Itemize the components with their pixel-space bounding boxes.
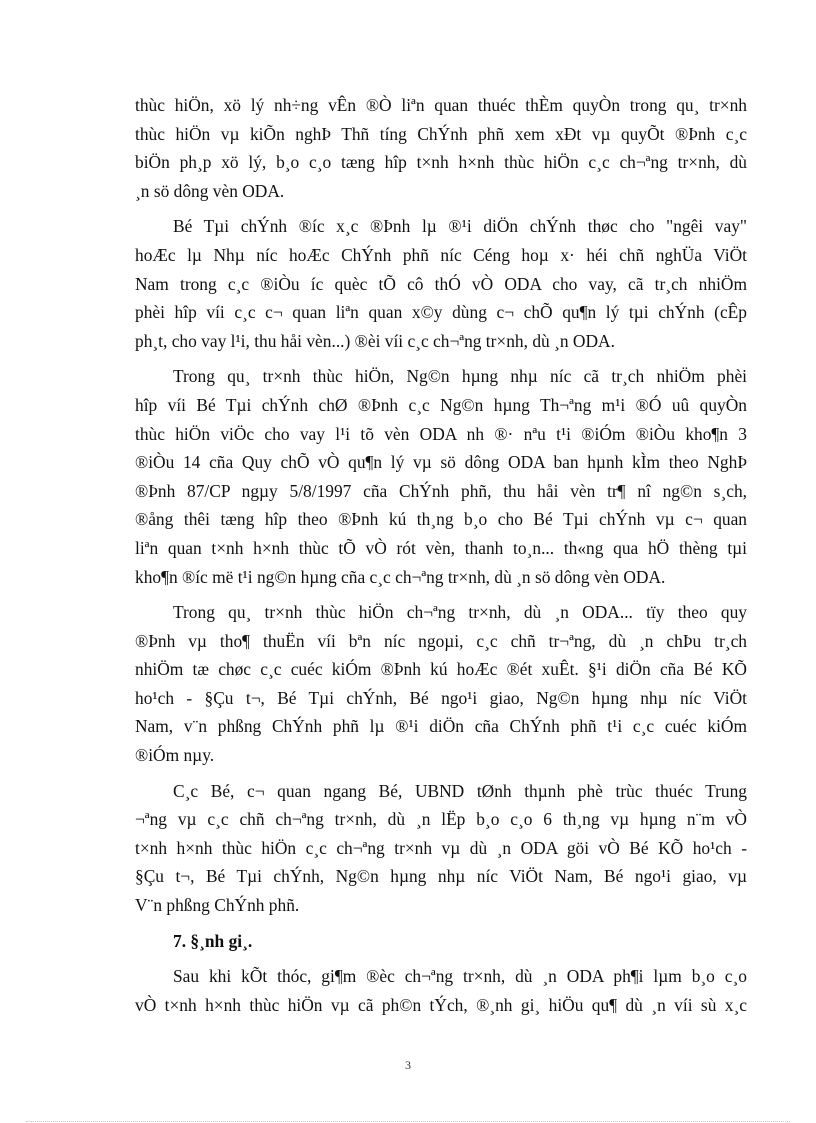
text-line: V¨n phßng ChÝnh phñ.: [135, 895, 300, 916]
text-line: hîp víi Bé Tµi chÝnh chØ ®Þnh c¸c Ng©n hµng Th¬ªng m¹i ®Ó uû quyÒn: [135, 394, 747, 415]
text-line: Trong qu¸ tr×nh thùc hiÖn ch¬ªng tr×nh, dù ¸n ODA... tïy theo quy: [173, 602, 747, 623]
text-line: ¸n sö dông vèn ODA.: [135, 180, 285, 201]
page-number: 3: [405, 1058, 411, 1072]
paragraph-evaluation: [135, 962, 747, 1019]
text-line: thùc hiÖn, xö lý nh÷ng vÊn ®Ò liªn quan thuéc thÈm quyÒn trong qu¸ tr×nh: [135, 95, 747, 115]
document-body: [135, 91, 747, 1026]
text-line: t×nh h×nh thùc hiÖn c¸c ch¬ªng tr×nh vµ dù ¸n ODA göi vÒ Bé KÕ ho¹ch -: [135, 837, 747, 858]
text-line: Sau khi kÕt thóc, gi¶m ®èc ch¬ªng tr×nh, dù ¸n ODA ph¶i lµm b¸o c¸o: [173, 966, 747, 987]
text-line: ph¸t, cho vay l¹i, thu håi vèn...) ®èi víi c¸c ch¬ªng tr×nh, dù ¸n ODA.: [135, 330, 615, 351]
text-line: thùc hiÖn vµ kiÕn nghÞ Thñ tíng ChÝnh phñ xem xÐt vµ quyÕt ®Þnh c¸c: [135, 123, 747, 144]
paragraph-ministry-finance: [135, 212, 747, 355]
text-line: ®ång thêi tæng hîp theo ®Þnh kú th¸ng b¸o cho Bé Tµi chÝnh vµ c¬ quan: [135, 509, 747, 530]
text-line: kho¶n ®íc më t¹i ng©n hµng cña c¸c ch¬ªng tr×nh, dù ¸n sö dông vèn ODA.: [135, 566, 666, 587]
text-line: phèi hîp víi c¸c c¬ quan liªn quan x©y dùng c¬ chÕ qu¶n lý tµi chÝnh (cÊp: [135, 302, 747, 323]
text-line: liªn quan t×nh h×nh thùc tÕ vÒ rót vèn, thanh to¸n... th«ng qua hÖ thèng tµi: [135, 537, 747, 558]
text-line: Nam trong c¸c ®iÒu íc quèc tÕ cô thÓ vÒ ODA cho vay, cã tr¸ch nhiÖm: [135, 273, 747, 294]
paragraph-inspection: [135, 598, 747, 770]
paragraph-continuation: [135, 91, 747, 205]
text-line: ®iÓm nµy.: [135, 745, 215, 766]
text-line: hoÆc lµ Nhµ níc hoÆc ChÝnh phñ níc Céng hoµ x· héi chñ nghÜa ViÖt: [135, 244, 747, 265]
text-line: Trong qu¸ tr×nh thùc hiÖn, Ng©n hµng nhµ níc cã tr¸ch nhiÖm phèi: [173, 366, 747, 387]
footer-divider: [26, 1121, 790, 1122]
text-line: ®iÒu 14 cña Quy chÕ vÒ qu¶n lý vµ sö dông ODA ban hµnh kÌm theo NghÞ: [135, 452, 747, 473]
paragraph-reporting: [135, 777, 747, 920]
section-heading: 7. §¸nh gi¸.: [173, 930, 253, 951]
text-line: nhiÖm tæ chøc c¸c cuéc kiÓm ®Þnh kú hoÆc ®ét xuÊt. §¹i diÖn cña Bé KÕ: [135, 659, 747, 680]
text-line: Nam, v¨n phßng ChÝnh phñ lµ ®¹i diÖn cña ChÝnh phñ t¹i c¸c cuéc kiÓm: [135, 716, 747, 737]
paragraph-state-bank: [135, 362, 747, 591]
text-line: §Çu t¬, Bé Tµi chÝnh, Ng©n hµng nhµ níc ViÖt Nam, Bé ngo¹i giao, vµ: [135, 866, 747, 887]
text-line: C¸c Bé, c¬ quan ngang Bé, UBND tØnh thµnh phè trùc thuéc Trung: [173, 780, 747, 801]
text-line: ®Þnh vµ tho¶ thuËn víi bªn níc ngoµi, c¸c chñ tr¬ªng, dù ¸n chÞu tr¸ch: [135, 630, 747, 651]
text-line: vÒ t×nh h×nh thùc hiÖn vµ cã ph©n tÝch, ®¸nh gi¸ hiÖu qu¶ dù ¸n víi sù x¸c: [135, 994, 747, 1015]
text-line: thùc hiÖn viÖc cho vay l¹i tõ vèn ODA nh ®· nªu t¹i ®iÓm ®iÒu kho¶n 3: [135, 423, 747, 444]
text-line: Bé Tµi chÝnh ®íc x¸c ®Þnh lµ ®¹i diÖn chÝnh thøc cho "ngêi vay": [173, 216, 747, 237]
text-line: ¬ªng vµ c¸c chñ ch¬ªng tr×nh, dù ¸n lËp b¸o c¸o 6 th¸ng vµ hµng n¨m vÒ: [135, 809, 747, 830]
text-line: biÖn ph¸p xö lý, b¸o c¸o tæng hîp t×nh h×nh thùc hiÖn c¸c ch¬ªng tr×nh, dù: [135, 152, 747, 173]
text-line: ho¹ch - §Çu t¬, Bé Tµi chÝnh, Bé ngo¹i giao, Ng©n hµng nhµ níc ViÖt: [135, 687, 747, 708]
text-line: ®Þnh 87/CP ngµy 5/8/1997 cña ChÝnh phñ, thu håi vèn tr¶ nî ng©n s¸ch,: [135, 480, 747, 501]
